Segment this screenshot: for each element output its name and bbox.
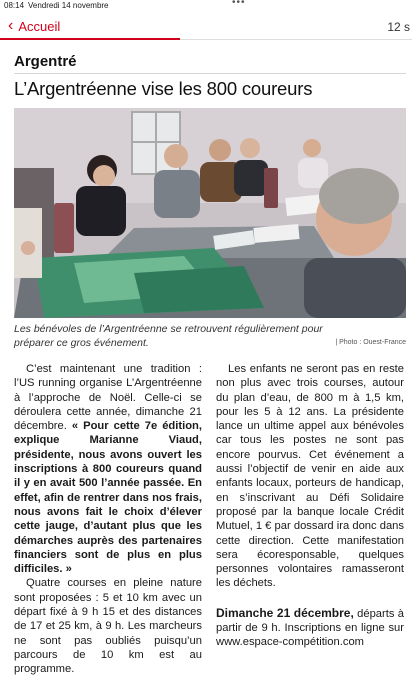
paragraph: Quatre courses en pleine nature sont proposées : 5 et 10 km avec un départ fixé à 9 h 15 et des distances de 17 et 25 km, à 9 h. Les marcheurs ne sont pas oubliés puisqu’un parcours de 10 km est au programme. xyxy=(14,577,202,676)
event-date: Dimanche 21 décembre, xyxy=(216,605,354,620)
nav-active-underline xyxy=(0,38,180,40)
nav-divider xyxy=(180,39,412,40)
photo-caption: Les bénévoles de l’Argentréenne se retrouvent régulièrement pour préparer ce gros événement. xyxy=(14,323,323,349)
status-date: Vendredi 14 novembre xyxy=(28,1,109,10)
paragraph: Les enfants ne seront pas en reste non plus avec trois courses, autour du plan d’eau, de 800 m à 1,5 km, pour les 5 à 12 ans. La présidente lance un ultime appel aux bénévoles car tous les postes ne sont pas encore pourvus. Cet événement a aussi l’objectif de venir en aide aux enfants locaux, porteurs de handicap, en s’inscrivant au Défi Solidaire proposé par la banque locale Crédit Mutuel, 1 € par dossard ira donc dans cette direction. Cette manifestation sera écoresponsable, quelques personnes volontaires ramasseront les déchets. xyxy=(216,363,404,590)
article-column-left xyxy=(14,362,202,677)
nav-bar xyxy=(0,12,412,40)
photo-illustration xyxy=(14,108,406,318)
article-photo xyxy=(14,108,406,318)
section-title: Argentré xyxy=(14,53,77,70)
article-headline: L’Argentréenne vise les 800 coureurs xyxy=(14,78,313,99)
quote-text: « Pour cette 7e édition, explique Marianne Viaud, présidente, nous avons ouvert les inscriptions à 800 coureurs quand il y en avait 500 l’année passée. En effet, afin de rentrer dans nos frais, nous avons fait le choix d’élever cette jauge, d’autant plus que les démarches auprès des partenaires financiers sont de plus en plus difficiles. » xyxy=(14,420,202,576)
paragraph xyxy=(14,362,202,576)
more-dots-icon[interactable]: ••• xyxy=(232,0,246,8)
paragraph xyxy=(216,606,404,650)
paragraph-text: départs à partir de 9 h. Inscriptions en ligne sur www.espace-compétition.com xyxy=(216,607,404,649)
back-button[interactable] xyxy=(8,18,60,34)
section-divider xyxy=(14,73,406,74)
article-column-right xyxy=(216,362,404,650)
paragraph-text: C’est maintenant une tradition : l’US running organise L’Argentréenne à l’approche de Noël. Celle-ci se déroulera cette année, dimanche 21 décembre. xyxy=(14,363,202,433)
photo-credit: | Photo : Ouest-France xyxy=(335,339,406,346)
chevron-left-icon: ‹ xyxy=(8,17,14,34)
back-label: Accueil xyxy=(18,18,61,34)
page-number: 12 s xyxy=(387,20,410,34)
status-time: 08:14 xyxy=(4,1,25,10)
status-bar xyxy=(0,0,412,12)
